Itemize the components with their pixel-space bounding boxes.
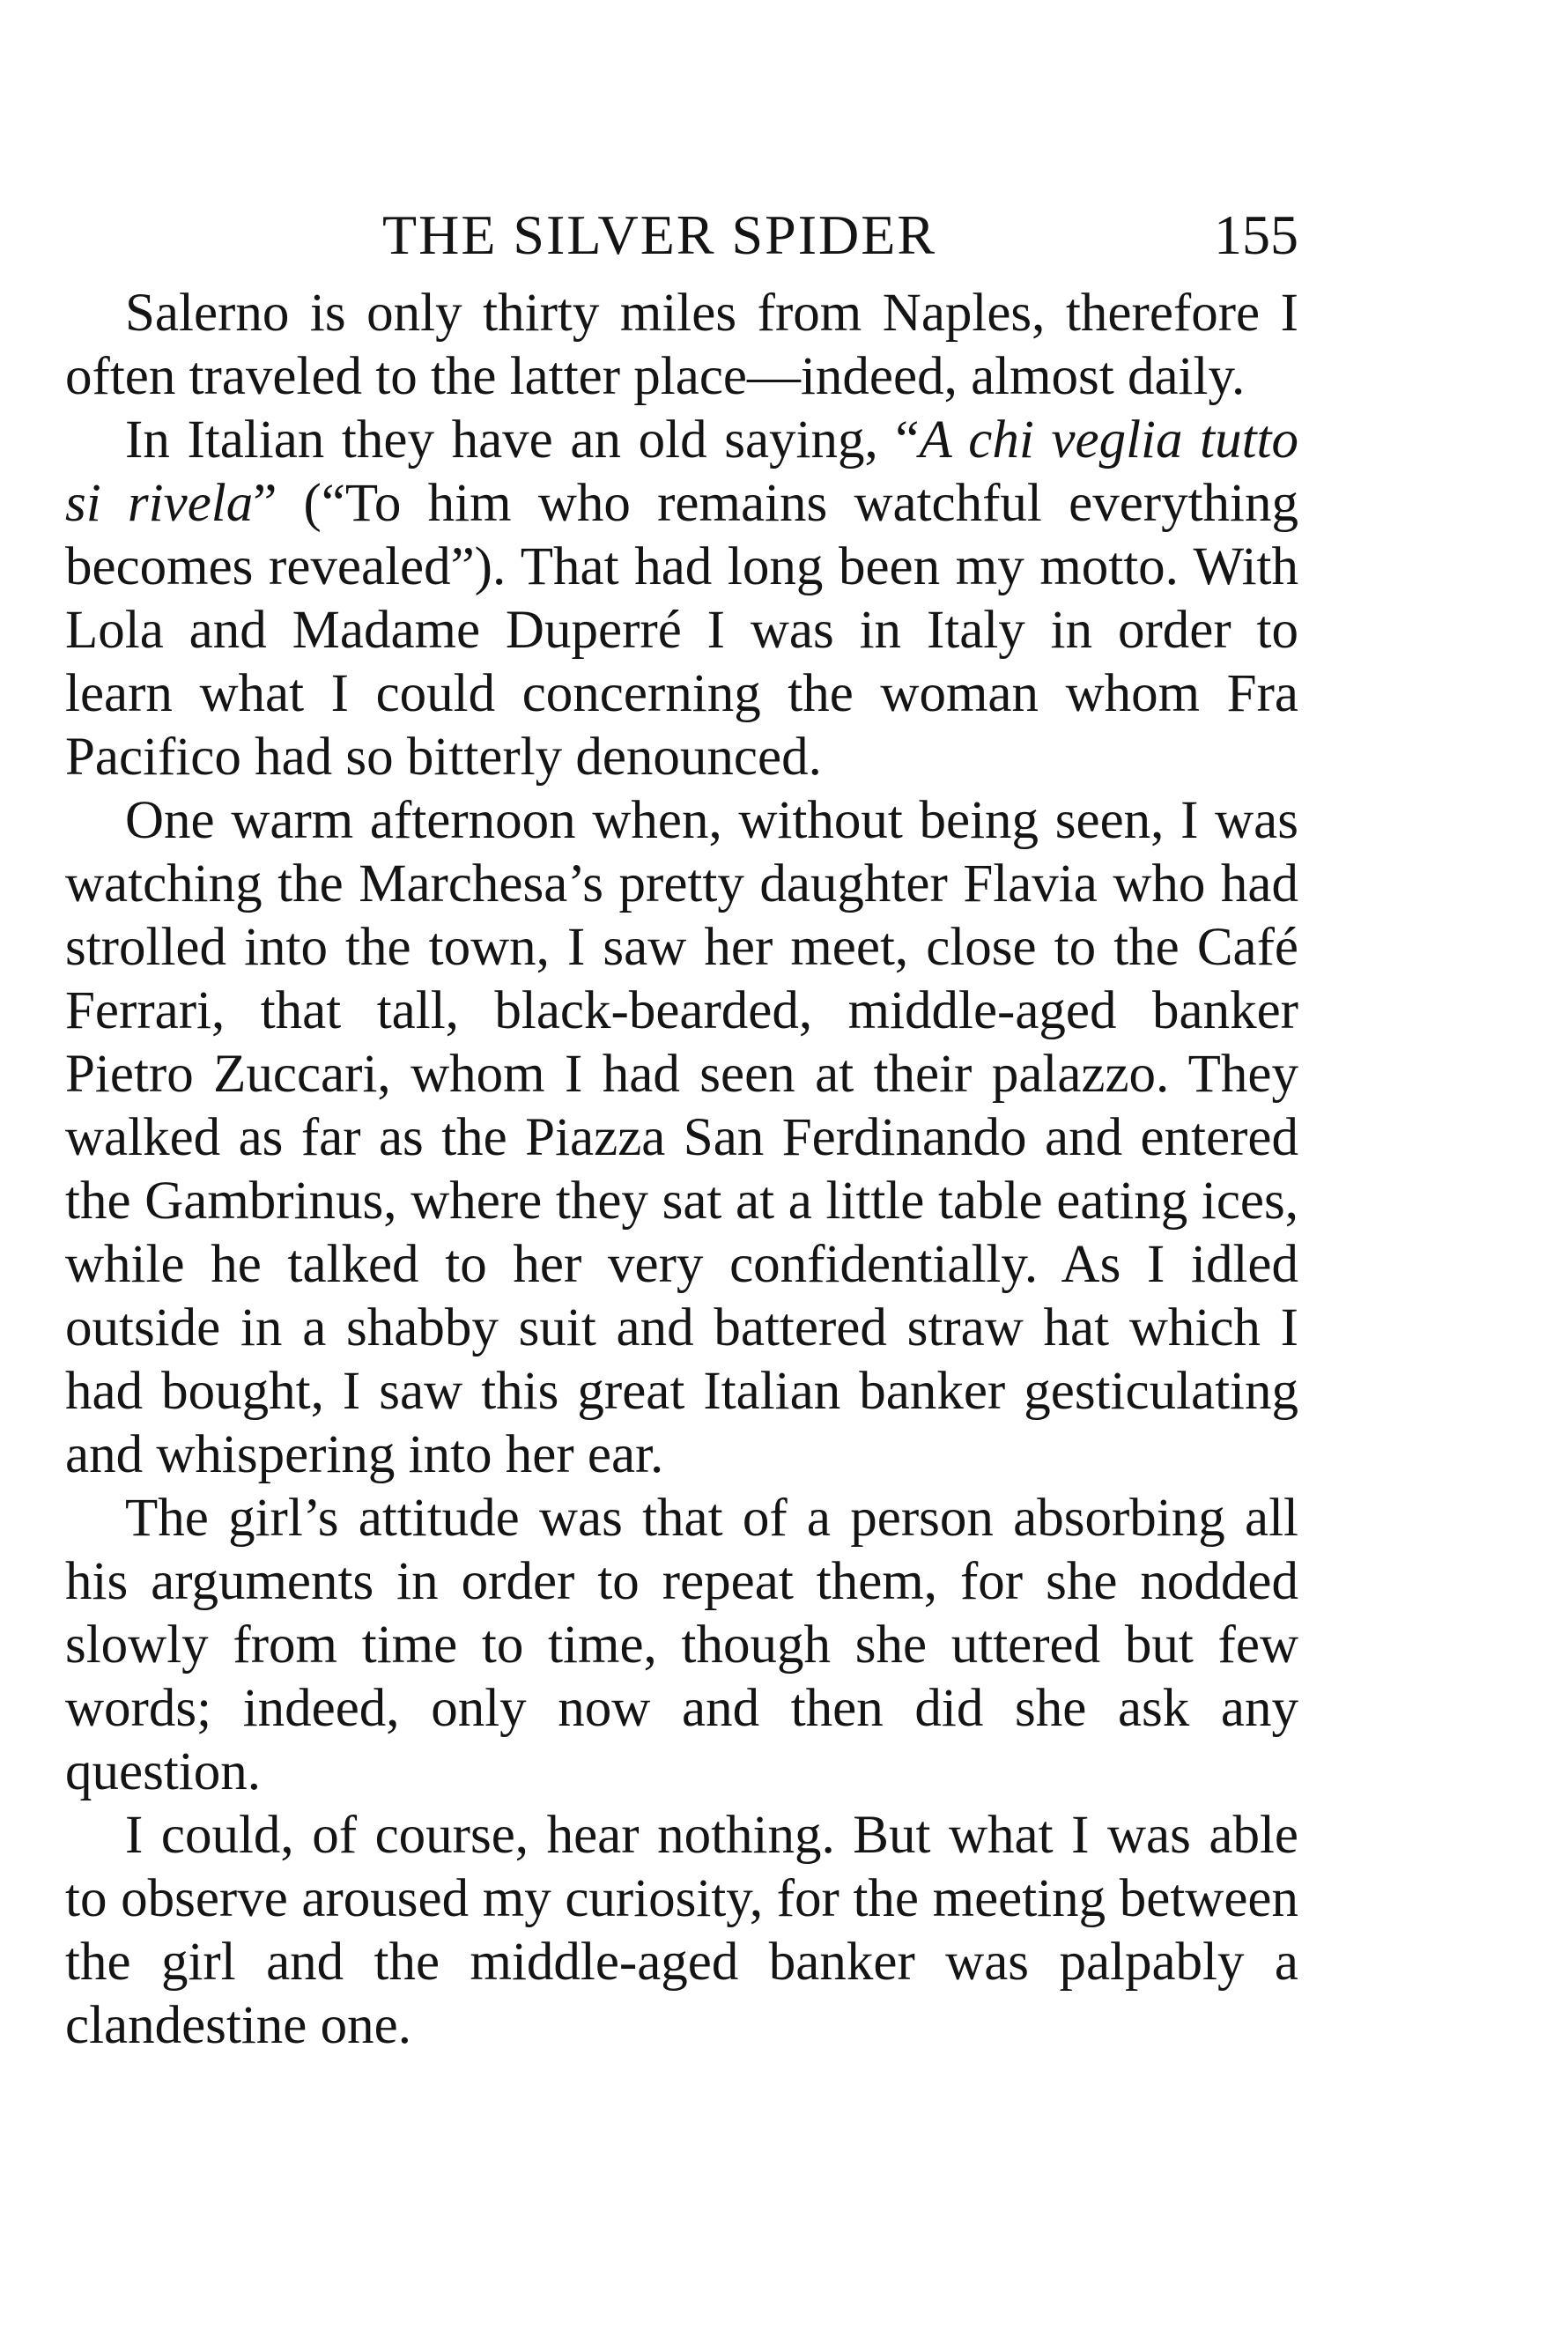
- page-number: 155: [1214, 203, 1298, 266]
- paragraph-5: I could, of course, hear nothing. But what I was able to observe aroused my curiosity, for the meeting between the girl and the middle-aged banker was palpably a clandestine one.: [65, 1806, 1298, 2055]
- paragraph-3: One warm afternoon when, without being seen, I was watching the Marchesa’s pretty daughter Flavia who had strolled into the town, I saw her meet, close to the Café Ferrari, that tall, black-bearded, middle-aged banker Pietro Zuccari, whom I had seen at their palazzo. They walked as far as the Piazza San Ferdinando and entered the Gambrinus, where they sat at a little table eating ices, while he talked to her very confidentially. As I idled outside in a shabby suit and battered straw hat which I had bought, I saw this great Italian banker gesticulating and whispering into her ear.: [65, 791, 1298, 1484]
- paragraph-2-rest: ” (“To him who remains watchful everything becomes revealed”). That had long been my motto. With Lola and Madame Duperré I was in Italy in order to learn what I could concerning the woman whom Fra Pacifico had so bitterly denounced.: [65, 474, 1298, 787]
- paragraph-2: [65, 409, 1298, 789]
- italian-saying: A chi veglia tutto si rivela: [65, 410, 1298, 533]
- running-head: [65, 196, 1298, 275]
- running-title: THE SILVER SPIDER: [382, 203, 937, 266]
- paragraph-2-lead: In Italian they have an old saying, “: [125, 410, 920, 469]
- paragraph-4: The girl’s attitude was that of a person absorbing all his arguments in order to repeat them, for she nodded slowly from time to time, though she uttered but few words; indeed, only now and then did she ask any question.: [65, 1489, 1298, 1801]
- paragraph-1: Salerno is only thirty miles from Naples, therefore I often traveled to the latter place—indeed, almost daily.: [65, 284, 1298, 406]
- body-text: [65, 282, 1298, 2058]
